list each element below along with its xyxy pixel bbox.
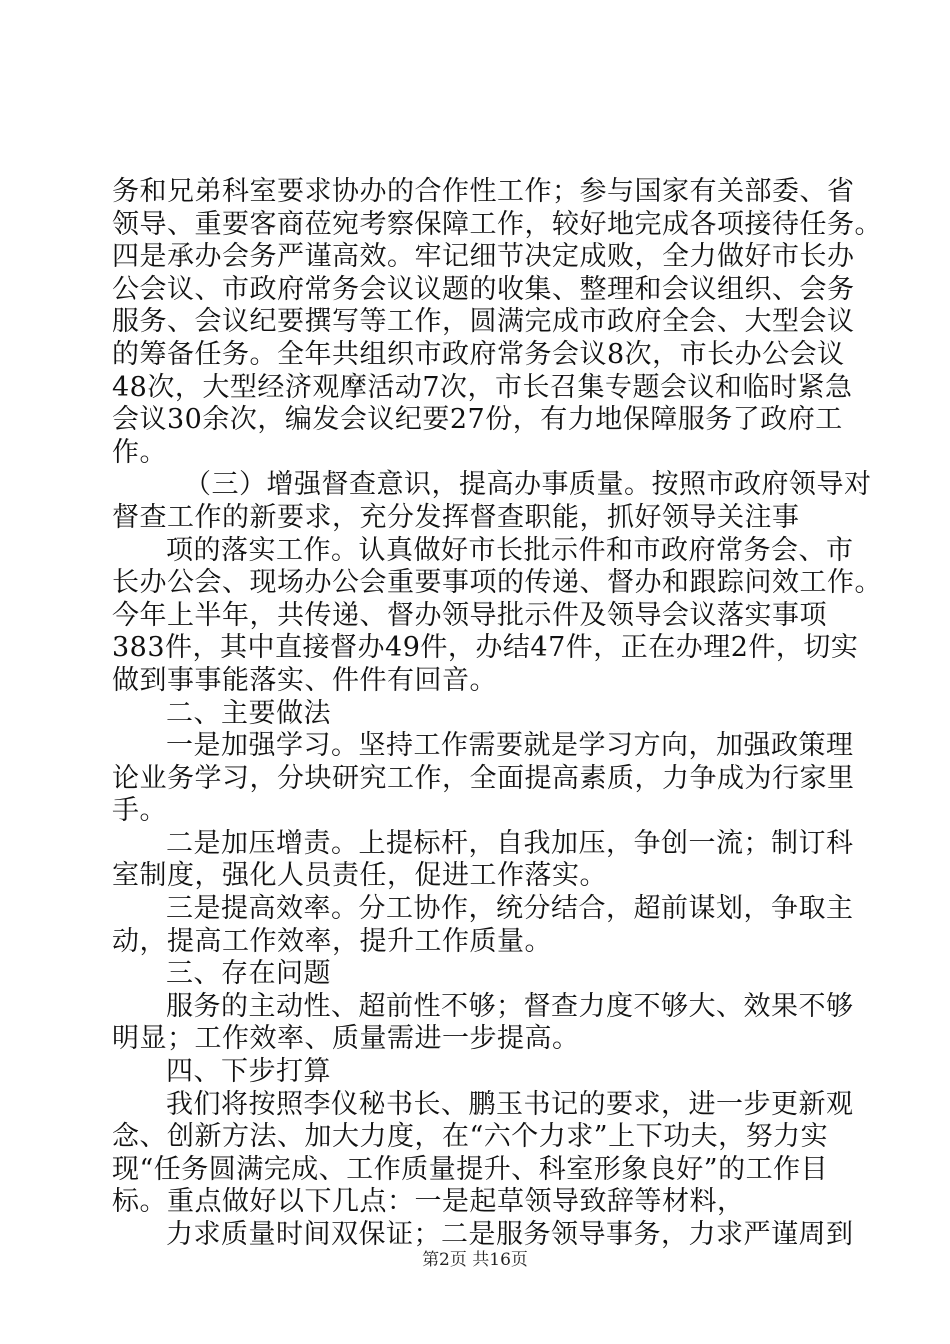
text-line: 明显；工作效率、质量需进一步提高。 — [112, 1023, 580, 1055]
text-line: 三、存在问题 — [166, 958, 331, 990]
text-line: 现“任务圆满完成、工作质量提升、科室形象良好”的工作目 — [112, 1153, 829, 1185]
text-line: 今年上半年，共传递、督办领导批示件及领导会议落实事项 — [112, 599, 827, 631]
text-line: 48次，大型经济观摩活动7次，市长召集专题会议和临时紧急 — [112, 371, 853, 403]
text-line: 标。重点做好以下几点：一是起草领导致辞等材料， — [112, 1186, 745, 1218]
text-line: （三）增强督查意识，提高办事质量。按照市政府领导对 — [184, 469, 872, 501]
document-body — [112, 176, 882, 1252]
text-line: 服务的主动性、超前性不够；督查力度不够大、效果不够 — [166, 990, 854, 1022]
text-line: 手。 — [112, 795, 167, 827]
text-line: 二、主要做法 — [166, 697, 331, 729]
text-line: 做到事事能落实、件件有回音。 — [112, 664, 497, 696]
text-line: 督查工作的新要求，充分发挥督查职能，抓好领导关注事 — [112, 501, 800, 533]
text-line: 力求质量时间双保证；二是服务领导事务，力求严谨周到 — [166, 1219, 854, 1250]
text-line: 四、下步打算 — [166, 1056, 331, 1088]
text-line: 公会议、市政府常务会议议题的收集、整理和会议组织、会务 — [112, 273, 855, 305]
text-line: 室制度，强化人员责任，促进工作落实。 — [112, 860, 607, 892]
text-line: 项的落实工作。认真做好市长批示件和市政府常务会、市 — [166, 534, 854, 566]
page-footer: 第2页 共16页 — [422, 1250, 528, 1270]
text-line: 三是提高效率。分工协作，统分结合，超前谋划，争取主 — [166, 893, 854, 925]
text-line: 领导、重要客商莅宛考察保障工作，较好地完成各项接待任务。 — [112, 208, 882, 240]
text-line: 四是承办会务严谨高效。牢记细节决定成败，全力做好市长办 — [112, 241, 855, 273]
text-line: 服务、会议纪要撰写等工作，圆满完成市政府全会、大型会议 — [112, 306, 855, 338]
text-line: 念、创新方法、加大力度，在“六个力求”上下功夫，努力实 — [112, 1121, 829, 1153]
text-line: 一是加强学习。坚持工作需要就是学习方向，加强政策理 — [166, 730, 854, 762]
text-line: 作。 — [112, 436, 167, 468]
text-line: 务和兄弟科室要求协办的合作性工作；参与国家有关部委、省 — [112, 176, 855, 207]
text-line: 动，提高工作效率，提升工作质量。 — [112, 925, 552, 957]
text-line: 我们将按照李仪秘书长、鹏玉书记的要求，进一步更新观 — [166, 1088, 854, 1120]
text-line: 二是加压增责。上提标杆，自我加压，争创一流；制订科 — [166, 827, 854, 859]
text-line: 会议30余次，编发会议纪要27份，有力地保障服务了政府工 — [112, 404, 843, 436]
text-line: 长办公会、现场办公会重要事项的传递、督办和跟踪问效工作。 — [112, 567, 882, 599]
text-line: 383件，其中直接督办49件，办结47件，正在办理2件，切实 — [112, 632, 859, 664]
text-line: 论业务学习，分块研究工作，全面提高素质，力争成为行家里 — [112, 762, 855, 794]
text-line: 的筹备任务。全年共组织市政府常务会议8次，市长办公会议 — [112, 338, 845, 370]
